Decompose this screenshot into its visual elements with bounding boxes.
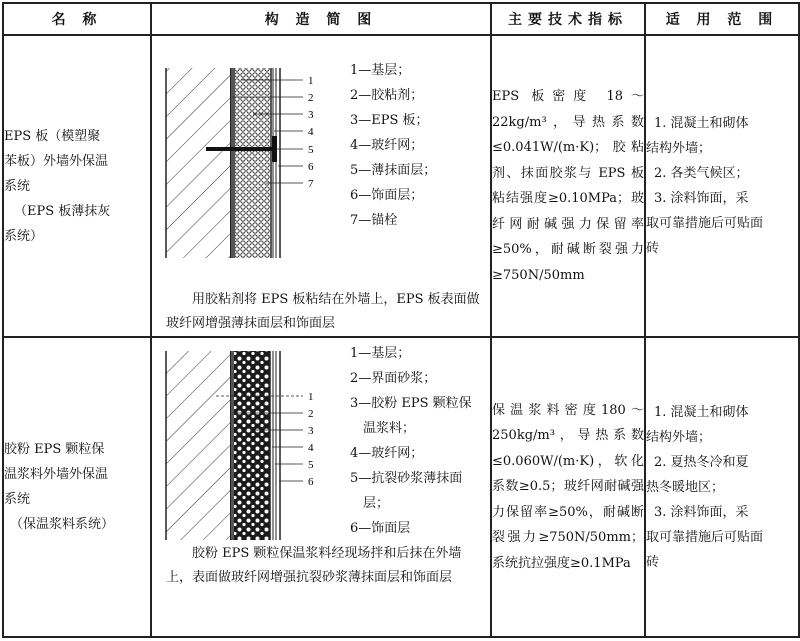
callout-3: 3 (308, 109, 314, 121)
callout-5: 5 (308, 144, 314, 156)
header-scope: 适 用 范 围 (645, 3, 799, 35)
technical-specs: EPS 板密度 18～22kg/m³，导热系数≤0.041W/(m·K)；胶粘剂、抹面胶浆与 EPS 板粘结强度≥0.10MPa；玻纤网耐碱强力保留率≥50%，耐碱断裂强力≥750N/50mm (491, 35, 645, 337)
system-name: 胶粉 EPS 颗粒保 温浆料外墙外保温 系统 （保温浆料系统） (3, 337, 151, 637)
header-diagram: 构 造 简 图 (151, 3, 491, 35)
construction-diagram (156, 338, 496, 540)
callout-3: 3 (308, 425, 314, 437)
diagram-caption: 胶粉 EPS 颗粒保温浆料经现场拌和后抹在外墙上，表面做玻纤网增强抗裂砂浆薄抹面层和饰面层 (166, 546, 462, 585)
system-name: EPS 板（模塑聚 苯板）外墙外保温 系统 （EPS 板薄抹灰 系统） (3, 35, 151, 337)
diagram-legend: 1—基层； 2—界面砂浆； 3—胶粉 EPS 颗粒保 温浆料； 4—玻纤网； 5—抗裂砂浆薄抹面 层； 6—饰面层 (350, 346, 472, 536)
callout-1: 1 (308, 75, 314, 87)
callout-2: 2 (308, 408, 314, 420)
diagram-cell (151, 337, 491, 637)
diagram-caption: 用胶粘剂将 EPS 板粘结在外墙上，EPS 板表面做玻纤网增强薄抹面层和饰面层 (166, 292, 480, 331)
application-scope: 1. 混凝土和砌体 结构外墙； 2. 夏热冬冷和夏 热冬暖地区； 3. 涂料饰面，采 取可靠措施后可贴面 砖 (645, 337, 799, 637)
table-row-eps (3, 35, 799, 337)
construction-diagram (156, 36, 496, 258)
diagram-legend: 1—基层； 2—胶粘剂； 3—EPS 板； 4—玻纤网； 5—薄抹面层； 6—饰面层； 7—锚栓 (350, 63, 437, 228)
callout-4: 4 (308, 442, 314, 454)
application-scope: 1. 混凝土和砌体 结构外墙； 2. 各类气候区； 3. 涂料饰面，采 取可靠措施后可贴面 砖 (645, 35, 799, 337)
callout-2: 2 (308, 92, 314, 104)
header-row (3, 3, 799, 35)
diagram-cell (151, 35, 491, 337)
spec-table (2, 2, 800, 638)
callout-6: 6 (308, 476, 314, 488)
callout-7: 7 (308, 178, 314, 190)
header-name: 名 称 (3, 3, 151, 35)
callout-5: 5 (308, 459, 314, 471)
callout-6: 6 (308, 161, 314, 173)
granule-wall-section-diagram (156, 338, 356, 540)
callout-4: 4 (308, 126, 314, 138)
header-spec: 主要技术指标 (491, 3, 645, 35)
technical-specs: 保温浆料密度180～250kg/m³，导热系数≤0.060W/(m·K)，软化系数≥0.5；玻纤网耐碱强力保留率≥50%，耐碱断裂强力≥750N/50mm；系统抗拉强度≥0.1MPa (491, 337, 645, 637)
eps-wall-section-diagram (156, 36, 356, 258)
table-row-granule (3, 337, 799, 637)
callout-1: 1 (308, 391, 314, 403)
